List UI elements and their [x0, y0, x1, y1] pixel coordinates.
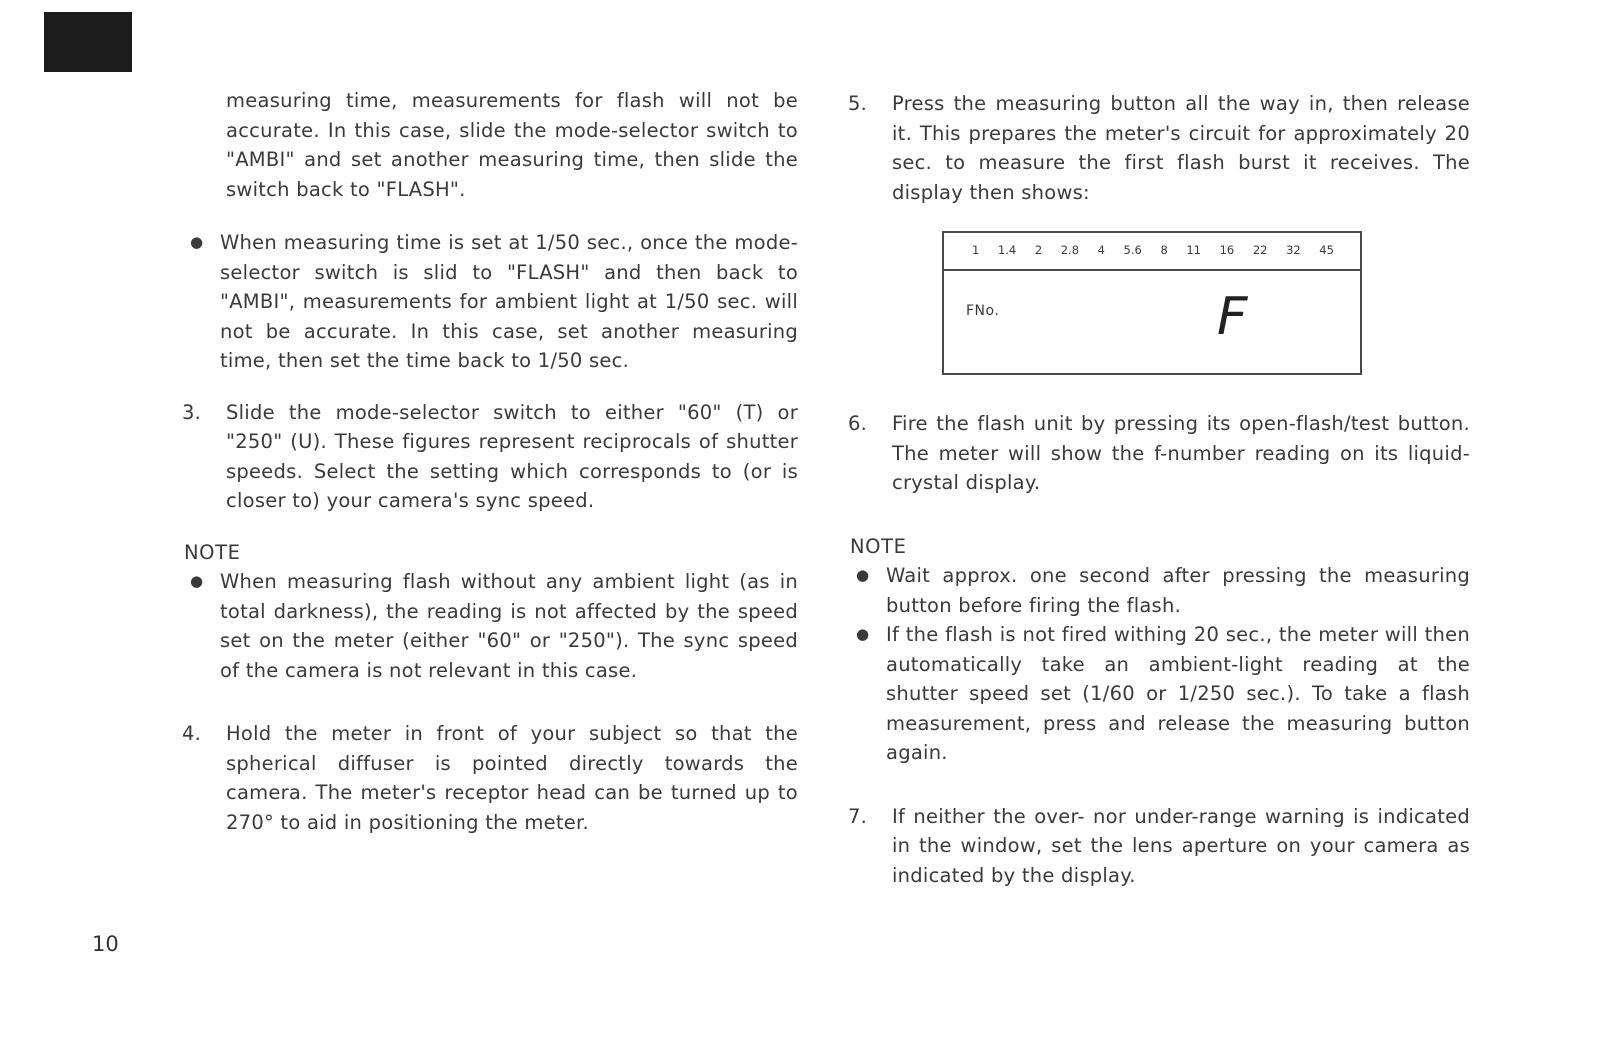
bullet-icon: ●	[856, 625, 870, 643]
step-text: Fire the flash unit by pressing its open-flash/test button. The meter will show the f-number reading on its liquid-crystal display.	[892, 412, 1470, 494]
step-text: Press the measuring button all the way in, then release it. This prepares the meter's circuit for approximately 20 sec. to measure the first flash burst it receives. The display then shows:	[892, 92, 1470, 204]
lcd-display-illustration	[942, 231, 1362, 375]
bullet-text: If the flash is not fired withing 20 sec., the meter will then automatically take an ambient-light reading at the shutter speed set (1/60 or 1/250 sec.). To take a flash measurement, press and release the measuring button again.	[886, 623, 1470, 764]
bullet-icon: ●	[190, 572, 204, 590]
scale-value: 45	[1319, 243, 1334, 258]
left-column	[182, 86, 798, 837]
scale-value: 2	[1034, 243, 1043, 258]
note-bullet	[182, 567, 798, 685]
step-6	[848, 409, 1470, 498]
bullet-measuring-time	[182, 228, 798, 376]
step-number: 5.	[848, 92, 868, 115]
step-4	[182, 719, 798, 837]
step-number: 7.	[848, 804, 868, 828]
scale-value: 5.6	[1123, 243, 1142, 258]
scale-value: 22	[1252, 243, 1268, 258]
step-3	[182, 398, 798, 516]
right-column	[848, 89, 1470, 890]
scale-value: 16	[1219, 243, 1235, 258]
bullet-text: When measuring flash without any ambient light (as in total darkness), the reading is not affected by the speed set on the meter (either "60" or "250"). The sync speed of the camera is not relevant in this case.	[220, 570, 798, 682]
step-number: 3.	[182, 400, 202, 424]
scale-value: 4	[1097, 243, 1105, 258]
step-7	[848, 802, 1470, 891]
scale-value: 32	[1286, 243, 1301, 258]
scale-value: 1.4	[997, 243, 1017, 258]
note-bullet-wait	[848, 561, 1470, 620]
scale-value: 8	[1160, 243, 1168, 258]
step-text: Slide the mode-selector switch to either "60" (T) or "250" (U). These figures represent reciprocals of shutter speeds. Select the setting which corresponds to (or is closer to) your camera's sync speed.	[226, 400, 798, 512]
note-heading: NOTE	[850, 534, 907, 558]
bullet-icon: ●	[856, 566, 870, 584]
scale-value: 2.8	[1060, 243, 1080, 258]
continuation-paragraph: measuring time, measurements for flash will not be accurate. In this case, slide the mode-selector switch to "AMBI" and set another measuring time, then slide the switch back to "FLASH".	[226, 89, 798, 201]
page-number: 10	[92, 932, 119, 956]
step-number: 6.	[848, 412, 868, 435]
step-text: If neither the over- nor under-range warning is indicated in the window, set the lens aperture on your camera as indicated by the display.	[892, 804, 1470, 887]
bullet-text: When measuring time is set at 1/50 sec., once the mode-selector switch is slid to "FLASH" and then back to "AMBI", measurements for ambient light at 1/50 sec. will not be accurate. In this case, set another measuring time, then set the time back to 1/50 sec.	[220, 231, 798, 372]
aperture-scale	[944, 233, 1360, 271]
note-heading: NOTE	[184, 540, 241, 564]
step-text: Hold the meter in front of your subject so that the spherical diffuser is pointed directly towards the camera. The meter's receptor head can be turned up to 270° to aid in positioning the meter.	[226, 722, 798, 834]
scale-value: 11	[1186, 243, 1201, 258]
note-bullet-timeout	[848, 620, 1470, 768]
bullet-text: Wait approx. one second after pressing the measuring button before firing the flash.	[886, 564, 1470, 617]
fno-label: FNo.	[966, 303, 1000, 319]
corner-tab-mark	[44, 12, 132, 72]
flash-mode-indicator: F	[1216, 287, 1248, 347]
bullet-icon: ●	[190, 233, 204, 251]
step-number: 4.	[182, 722, 202, 745]
step-5	[848, 89, 1470, 207]
scale-value: 1	[972, 243, 980, 258]
